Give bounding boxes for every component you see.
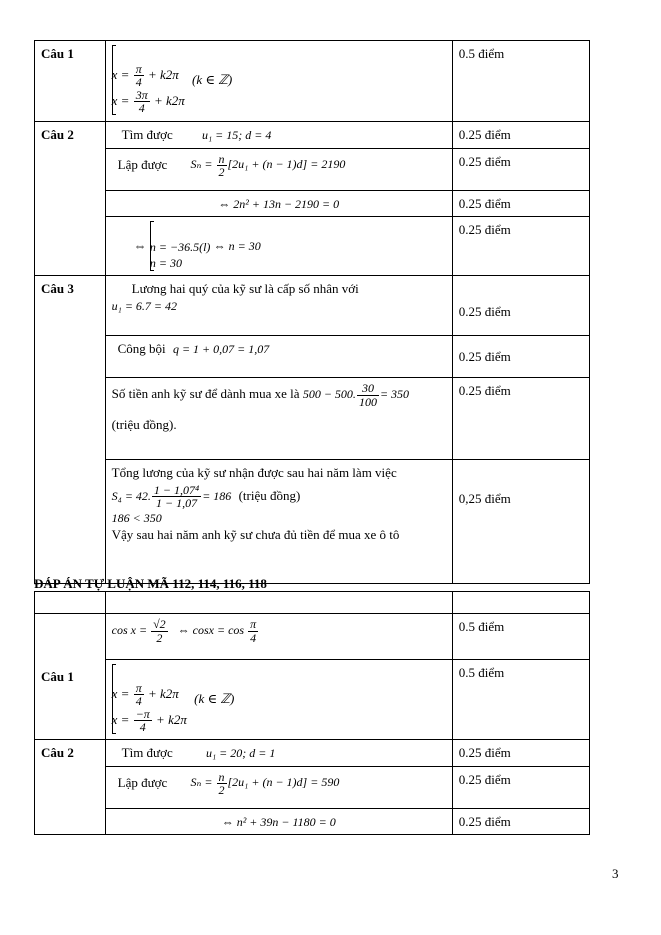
- page-number: 3: [612, 866, 619, 881]
- table-row: [35, 592, 590, 614]
- score: 0.25 điểm: [452, 190, 589, 217]
- answer-cell: cos x = $\frac{√2}{2}$ ⇔ cosx = cos $\frac{\pi}{4}$: [105, 614, 452, 660]
- score: 0.5 điểm: [452, 660, 589, 740]
- table-row: [35, 217, 590, 276]
- question-label: Câu 1: [35, 41, 106, 122]
- answer-table-2: [34, 591, 590, 835]
- answer-cell: [105, 660, 452, 740]
- table-row: [35, 336, 590, 378]
- table-row: [35, 190, 590, 217]
- answer-cell: Tìm được u₁ = 20; d = 1: [105, 740, 452, 767]
- table-row: [35, 122, 590, 149]
- score: 0.25 điểm: [452, 276, 589, 336]
- score: 0.25 điểm: [452, 217, 589, 276]
- table-row: [35, 460, 590, 584]
- answer-cell: Số tiền anh kỹ sư để dành mua xe là 500 − 500. $\frac{30}{100}$ = 350 (triệu đồng).: [105, 378, 452, 460]
- answer-cell: ⇔ 2n² + 13n − 2190 = 0: [105, 190, 452, 217]
- answer-table-1: [34, 40, 590, 584]
- empty-cell: [35, 592, 106, 614]
- answer-cell: Lập được Sₙ = $\frac{n}{2}$ [2u₁ + (n − 1)d] = 2190: [105, 148, 452, 190]
- score: 0.25 điểm: [452, 740, 589, 767]
- score: 0.25 điểm: [452, 808, 589, 835]
- table-row: [35, 808, 590, 835]
- table-row: [35, 614, 590, 660]
- question-label: Câu 1: [35, 614, 106, 740]
- score: 0.25 điểm: [452, 378, 589, 460]
- empty-cell: [452, 592, 589, 614]
- question-label: Câu 2: [35, 740, 106, 835]
- table-row: [35, 766, 590, 808]
- score: 0.25 điểm: [452, 766, 589, 808]
- table-row: [35, 41, 590, 122]
- table-row: [35, 148, 590, 190]
- answer-cell: Công bội q = 1 + 0,07 = 1,07: [105, 336, 452, 378]
- table-row: [35, 276, 590, 336]
- question-label: Câu 2: [35, 122, 106, 276]
- score: 0.25 điểm: [452, 122, 589, 149]
- score: 0.5 điểm: [452, 41, 589, 122]
- answer-cell: Tổng lương của kỹ sư nhận được sau hai năm làm việc S₄ = 42. $\frac{\text{1 − 1,07⁴}}{1 - 1,07}$ = 186 (triệu đồng) 186 < 350 Vậy sau hai năm anh kỹ sư chưa đủ tiền để mua xe ô tô: [105, 460, 452, 584]
- solution-system: x = $\frac{\pi}{4}$ + k2π x = $\frac{3\pi}{4}$ + k2π: [112, 45, 185, 115]
- score: 0.25 điểm: [452, 148, 589, 190]
- table-row: [35, 660, 590, 740]
- question-label: Câu 3: [35, 276, 106, 584]
- answer-cell: ⇔ n² + 39n − 1180 = 0: [105, 808, 452, 835]
- condition: (k ∈ ℤ): [192, 72, 233, 88]
- table-row: [35, 740, 590, 767]
- section-heading: ĐÁP ÁN TỰ LUẬN MÃ 112, 114, 116, 118: [34, 576, 267, 591]
- condition: (k ∈ ℤ): [194, 691, 235, 707]
- score: 0.5 điểm: [452, 614, 589, 660]
- answer-cell: [105, 41, 452, 122]
- score: 0.25 điểm: [452, 336, 589, 378]
- score: 0,25 điểm: [452, 460, 589, 584]
- answer-cell: Lương hai quý của kỹ sư là cấp số nhân với u₁ = 6.7 = 42: [105, 276, 452, 336]
- solution-system: x = $\frac{\pi}{4}$ + k2π x = $\frac{-\pi}{4}$ + k2π: [112, 664, 187, 734]
- table-row: [35, 378, 590, 460]
- empty-cell: [105, 592, 452, 614]
- solution-system: n = −36.5(l) n = 30: [150, 221, 211, 271]
- answer-cell: Tìm được u₁ = 15; d = 4: [105, 122, 452, 149]
- answer-cell: ⇔ n = −36.5(l) n = 30 ⇔ n = 30: [105, 217, 452, 276]
- answer-cell: Lập được Sₙ = $\frac{n}{2}$ [2u₁ + (n − 1)d] = 590: [105, 766, 452, 808]
